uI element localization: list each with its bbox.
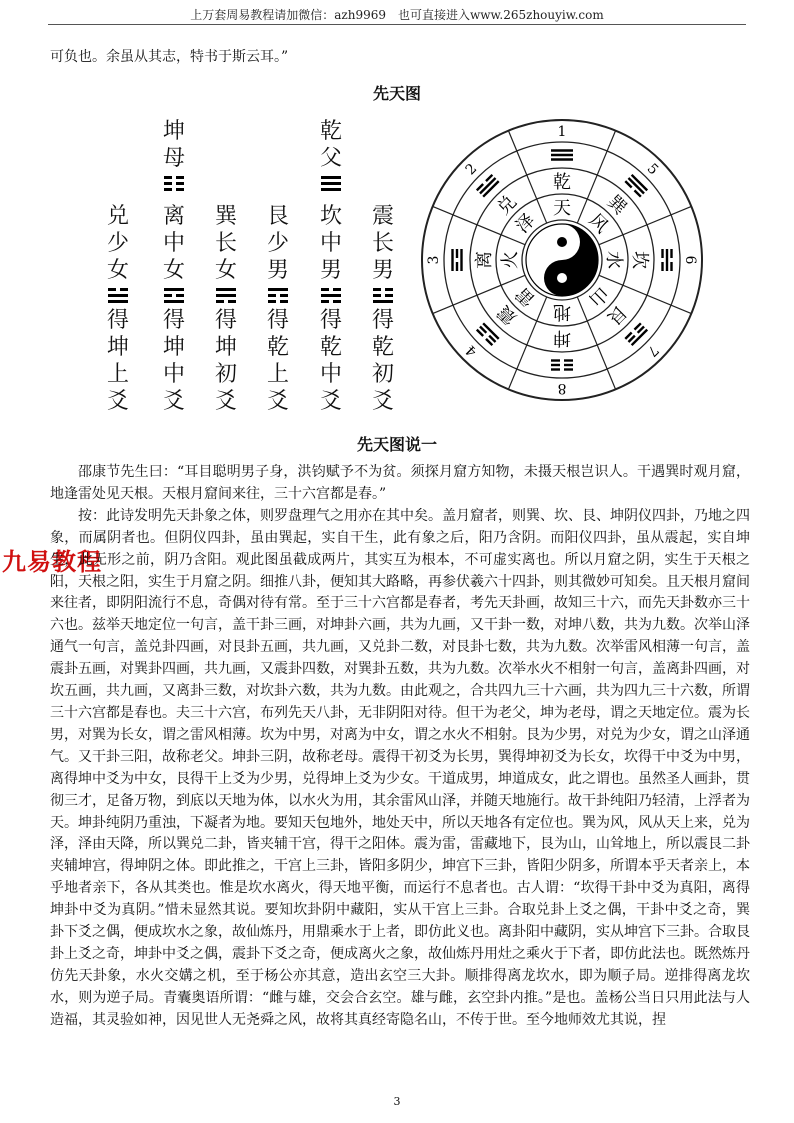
- column-char: 爻: [162, 389, 185, 414]
- column-char: 女: [162, 258, 185, 283]
- column-char: 得: [319, 308, 342, 333]
- column-char: 爻: [266, 389, 289, 414]
- page-number: 3: [393, 1095, 401, 1108]
- trigram-icon: [477, 175, 499, 197]
- trigram-icon: [216, 288, 236, 303]
- column-char: 男: [319, 258, 342, 283]
- column-char: 长: [214, 231, 237, 256]
- column-char: 初: [214, 362, 237, 387]
- column-char: 兑: [106, 204, 129, 229]
- wheel-trigram-name: 兑: [493, 191, 521, 219]
- column-char: 得: [266, 308, 289, 333]
- column-char: 女: [106, 258, 129, 283]
- trigram-icon: [477, 323, 499, 345]
- column-char: 父: [319, 146, 342, 171]
- trigram-column-gen: [260, 203, 296, 415]
- column-char: 女: [214, 258, 237, 283]
- column-char: 得: [371, 308, 394, 333]
- column-char: 巽: [214, 204, 237, 229]
- trigram-column-dui: [100, 203, 136, 415]
- column-char: 爻: [371, 389, 394, 414]
- trigram-icon: [321, 288, 341, 303]
- body-text: [50, 462, 750, 1032]
- trigram-icon: [108, 288, 128, 303]
- column-char: 坤: [214, 335, 237, 360]
- trigram-icon: [551, 361, 573, 370]
- column-char: 爻: [319, 389, 342, 414]
- xiantian-wheel: [412, 110, 712, 410]
- column-char: 长: [371, 231, 394, 256]
- column-char: 少: [106, 231, 129, 256]
- wheel-number: 5: [643, 160, 662, 179]
- column-char: 坤: [162, 119, 185, 144]
- trigram-icon: [453, 249, 462, 271]
- column-char: 上: [106, 362, 129, 387]
- column-char: 震: [371, 204, 394, 229]
- column-char: 爻: [214, 389, 237, 414]
- wheel-trigram-name: 巽: [603, 191, 631, 219]
- wheel-element: 山: [584, 282, 613, 311]
- column-char: 中: [162, 231, 185, 256]
- page-header: 上万套周易教程请加微信：azh9969 也可直接进入www.265zhouyiw.com: [190, 8, 604, 22]
- wheel-number: 1: [557, 124, 567, 140]
- trigram-column-zhen: [365, 203, 401, 415]
- wheel-element: 风: [584, 209, 613, 238]
- trigram-icon: [625, 175, 647, 197]
- column-char: 爻: [106, 389, 129, 414]
- wheel-element: 火: [500, 251, 521, 269]
- column-char: 母: [162, 146, 185, 171]
- column-char: 得: [106, 308, 129, 333]
- column-char: 初: [371, 362, 394, 387]
- column-char: 乾: [266, 335, 289, 360]
- column-char: 坤: [162, 335, 185, 360]
- column-char: 坤: [106, 335, 129, 360]
- column-char: 坎: [319, 204, 342, 229]
- wheel-element: 雷: [511, 282, 540, 311]
- wheel-element: 水: [603, 251, 624, 269]
- wheel-number: 3: [426, 255, 442, 265]
- trigram-icon: [551, 151, 573, 160]
- column-char: 乾: [319, 119, 342, 144]
- trigram-column-xun: [208, 203, 244, 415]
- paragraph: 邵康节先生曰：“耳目聪明男子身，洪钧赋予不为贫。须探月窟方知物，未摄天根岂识人。干遇巽时观月窟，地逢雷处见天根。天根月窟间来往，三十六宫都是春。”: [50, 464, 750, 502]
- paragraph: 按：此诗发明先天卦象之体，则罗盘理气之用亦在其中矣。盖月窟者，则巽、坎、艮、坤阴仪四卦，乃地之四象，而属阴者也。但阴仪四卦，虽由巽起，实自干生，此有象之后，阳乃含阴。而阳仪四卦，虽从震起，实自坤生，此无形之前，阴乃含阳。观此图虽截成两片，其实互为根本，不可虚实离也。所以月窟之阴，实生于天根之阳，天根之阳，实生于月窟之阴。细推八卦，便知其大路略，再参伏羲六十四卦，则其微妙可知矣。且天根月窟间来往者，即阴阳流行不息，奇偶对待有常。至于三十六宫都是春者，考先天卦画，故知三十六，而先天卦数亦三十六也。兹举天地定位一句言，盖干卦三画，对坤卦六画，共为九画，又干卦一数，对坤八数，共为九数。次举山泽通气一句言，盖兑卦四画，对艮卦五画，共九画，又兑卦二数，对艮卦七数，共为九数。次举雷风相薄一句言，盖震卦五画，对巽卦四画，共九画，又震卦四数，对巽卦五数，共为九数。次举水火不相射一句言，盖离卦四画，对坎五画，共九画，又离卦三数，对坎卦六数，共为九数。由此观之，合共四九三十六画，共为四九三十六数，所谓三十六宫都是春也。夫三十六宫，布列先天八卦，无非阴阳对待。但干为老父，坤为老母，谓之天地定位。震为长男，对巽为长女，谓之雷风相薄。坎为中男，对离为中女，谓之水火不相射。艮为少男，对兑为少女，谓之山泽通气。又干卦三阳，故称老父。坤卦三阴，故称老母。震得干初爻为长男，巽得坤初爻为长女，坎得干中爻为中男，离得坤中爻为中女，艮得干上爻为少男，兑得坤上爻为少女。干道成男，坤道成女，此之谓也。虽然圣人画卦，贯彻三才，足备万物，到底以天地为体，以水火为用，其余雷风山泽，并随天地施行。故干卦纯阳乃轻清，上浮者为天。坤卦纯阴乃重浊，下凝者为地。要知天包地外，地处天中，所以天地各有定位也。巽为风，风从天上来，兑为泽，泽由天降，所以巽兑二卦，皆夹辅干宫，得干之阳体。震为雷，雷藏地下，艮为山，山耸地上，所以震艮二卦夹辅坤宫，得坤阴之体。即此推之，干宫上三卦，皆阳多阴少，坤宫下三卦，皆阳少阴多，所谓本乎天者亲上，本乎地者亲下，各从其类也。惟是坎水离火，得天地平衡，而运行不息者也。古人谓：“坎得干卦中爻为真阳，离得坤卦中爻为真阴。”惜未显然其说。要知坎卦阴中藏阳，实从干宫上三卦。合取兑卦上爻之偶，干卦中爻之奇，巽卦下爻之偶，便成坎水之象，故仙炼丹，用鼎乘水于上者，即仿此义也。离卦阳中藏阴，实从坤宫下三卦。合取艮卦上爻之奇，坤卦中爻之偶，震卦下爻之奇，便成离火之象，故仙炼丹用灶之乘火于下者，即仿此法也。既然炼丹仿先天卦象，水火交媾之机，至于杨公亦其意，造出玄空三大卦。顺排得离龙坎水，即为顺子局。逆排得离龙坎水，则为逆子局。青囊奥语所谓：“雌与雄，交会合玄空。雄与雌，玄空卦内推。”是也。盖杨公当日只用此法与人造福，其灵验如神，因见世人无尧舜之风，故将其真经寄隐名山，不传于世。至今地师效尤其说，捏: [50, 507, 750, 1028]
- wheel-trigram-name: 离: [474, 251, 495, 269]
- trigram-icon: [164, 176, 184, 191]
- trigram-icon: [373, 288, 393, 303]
- wheel-number: 6: [682, 255, 698, 265]
- trigram-icon: [663, 249, 672, 271]
- header-rule: [48, 24, 746, 25]
- watermark: 九易教程: [2, 548, 102, 576]
- wheel-trigram-name: 坎: [629, 251, 650, 269]
- wheel-number: 7: [643, 341, 662, 360]
- wheel-number: 8: [557, 380, 567, 396]
- trigram-icon: [321, 176, 341, 191]
- wheel-element: 泽: [511, 209, 540, 238]
- figure-title: 先天图: [372, 84, 421, 103]
- trigram-icon: [164, 288, 184, 303]
- column-char: 中: [319, 362, 342, 387]
- column-char: 少: [266, 231, 289, 256]
- wheel-trigram-name: 坤: [553, 327, 571, 348]
- wheel-element: 地: [553, 301, 571, 322]
- section-title: 先天图说一: [356, 435, 437, 454]
- column-char: 艮: [266, 204, 289, 229]
- trigram-icon: [625, 323, 647, 345]
- column-char: 得: [214, 308, 237, 333]
- yang-dot: [557, 273, 567, 283]
- wheel-number: 4: [462, 341, 481, 360]
- wheel-trigram-name: 震: [493, 301, 521, 329]
- opening-line: 可负也。余虽从其志，特书于斯云耳。”: [50, 49, 289, 65]
- column-char: 离: [162, 204, 185, 229]
- column-char: 男: [371, 258, 394, 283]
- column-char: 得: [162, 308, 185, 333]
- wheel-element: 天: [553, 198, 571, 219]
- wheel-trigram-name: 乾: [553, 172, 571, 193]
- trigram-column-kun: [156, 118, 192, 195]
- trigram-column-li: [156, 203, 192, 415]
- trigram-icon: [268, 288, 288, 303]
- column-char: 男: [266, 258, 289, 283]
- column-char: 上: [266, 362, 289, 387]
- trigram-column-kan: [313, 203, 349, 415]
- yin-dot: [557, 237, 567, 247]
- wheel-number: 2: [462, 160, 481, 179]
- column-char: 中: [319, 231, 342, 256]
- column-char: 中: [162, 362, 185, 387]
- column-char: 乾: [319, 335, 342, 360]
- wheel-trigram-name: 艮: [603, 301, 631, 329]
- trigram-column-qian: [313, 118, 349, 195]
- column-char: 乾: [371, 335, 394, 360]
